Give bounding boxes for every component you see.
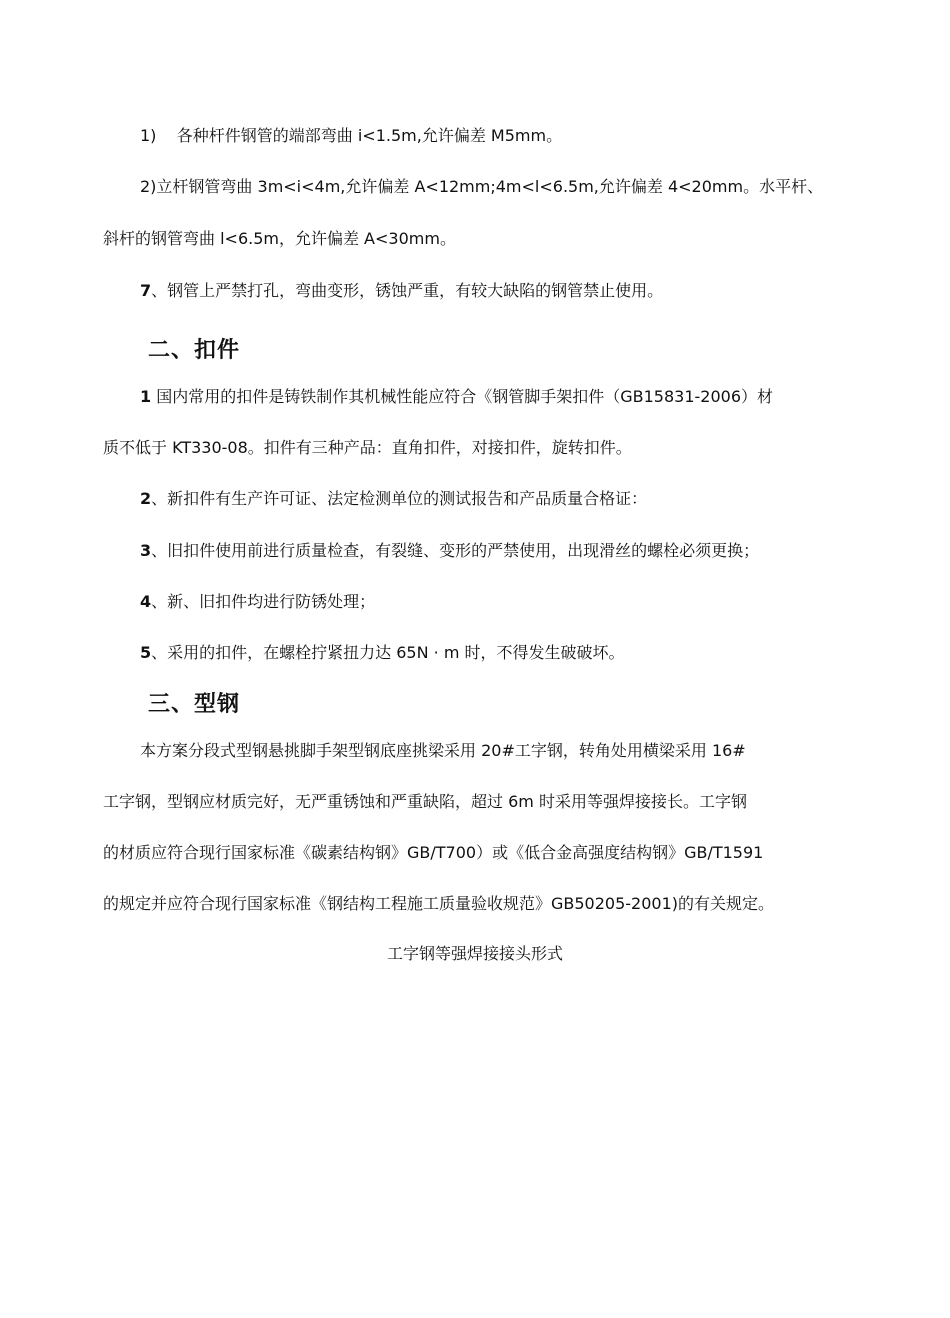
item-number: 5 (140, 643, 152, 662)
pipe-prohibition-item (140, 279, 663, 303)
steel-paragraph-text-line4: 的规定并应符合现行国家标准《钢结构工程施工质量验收规范》GB50205-2001)的有关规定。 (103, 894, 775, 913)
fastener-torque-item (140, 641, 625, 665)
pole-bend-item-line2 (103, 227, 456, 251)
pole-bend-text-line2: 斜杆的钢管弯曲 l<6.5m，允许偏差 A<30mm。 (103, 229, 456, 248)
fastener-material-item-line1 (140, 385, 773, 409)
item-number: 7 (140, 281, 152, 300)
item-number: 3 (140, 541, 152, 560)
item-number: 2 (140, 489, 152, 508)
fastener-rustproof-text: 、新、旧扣件均进行防锈处理； (151, 592, 376, 611)
fastener-inspection-item (140, 539, 759, 563)
fastener-material-text-line1: 国内常用的扣件是铸铁制作其机械性能应符合《钢管脚手架扣件（GB15831-2006）材 (151, 387, 773, 406)
steel-paragraph-line3 (103, 841, 763, 865)
pipe-end-bend-text: 1) 各种杆件钢管的端部弯曲 i<1.5m,允许偏差 M5mm。 (140, 126, 563, 145)
item-number: 1 (140, 387, 152, 406)
figure-caption: 工字钢等强焊接接头形式 (386, 944, 563, 963)
fastener-material-item-line2 (103, 436, 632, 460)
steel-paragraph-line2 (103, 790, 747, 814)
item-number: 4 (140, 592, 152, 611)
steel-paragraph-line4 (103, 892, 774, 916)
steel-paragraph-text-line1: 本方案分段式型钢悬挑脚手架型钢底座挑梁采用 20#工字钢，转角处用横梁采用 16# (140, 741, 746, 760)
fastener-rustproof-item (140, 590, 375, 614)
pipe-prohibition-text: 、钢管上严禁打孔，弯曲变形，锈蚀严重，有较大缺陷的钢管禁止使用。 (151, 281, 664, 300)
pipe-end-bend-item (140, 124, 562, 148)
steel-paragraph-line1 (140, 739, 746, 763)
section-heading-fasteners: 二、扣件 (148, 338, 241, 363)
fastener-inspection-text: 、旧扣件使用前进行质量检查，有裂缝、变形的严禁使用，出现滑丝的螺栓必须更换； (151, 541, 760, 560)
fastener-torque-text: 、采用的扣件，在螺栓拧紧扭力达 65N · m 时，不得发生破破坏。 (151, 643, 625, 662)
pole-bend-text-line1: 2)立杆钢管弯曲 3m<i<4m,允许偏差 A<12mm;4m<l<6.5m,允许偏差 4<20mm。水平杆、 (140, 177, 824, 196)
steel-paragraph-text-line3: 的材质应符合现行国家标准《碳素结构钢》GB/T700）或《低合金高强度结构钢》GB/T1591 (103, 843, 764, 862)
pole-bend-item-line1 (140, 175, 823, 199)
fastener-certificate-item (140, 487, 647, 511)
steel-paragraph-text-line2: 工字钢，型钢应材质完好，无严重锈蚀和严重缺陷，超过 6m 时采用等强焊接接长。工字钢 (103, 792, 747, 811)
fastener-certificate-text: 、新扣件有生产许可证、法定检测单位的测试报告和产品质量合格证： (151, 489, 648, 508)
fastener-material-text-line2: 质不低于 KT330-08。扣件有三种产品：直角扣件，对接扣件，旋转扣件。 (103, 438, 632, 457)
section-heading-steel-beams: 三、型钢 (148, 692, 241, 717)
